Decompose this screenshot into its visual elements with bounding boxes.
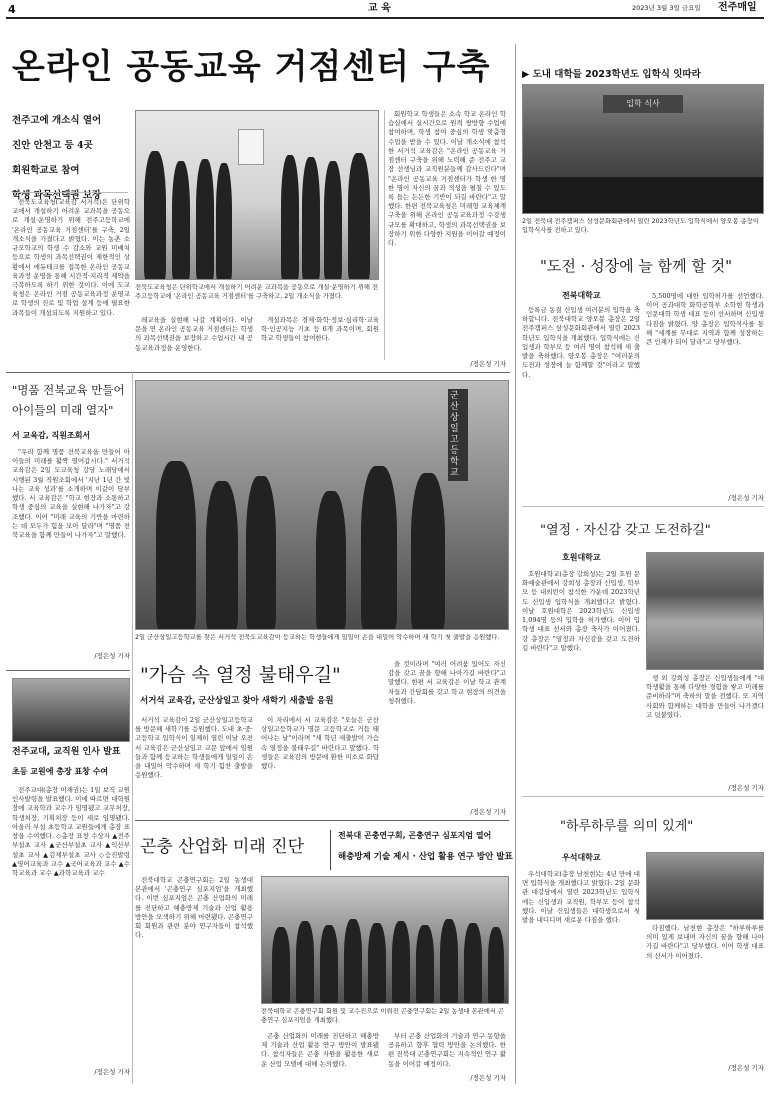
header-rule (6, 17, 764, 19)
story5-body1: 전북대학교 곤충연구회는 2일 농생대 본관에서 '곤충연구 심포지엄'을 개최했다. 이번 심포지엄은 곤충 산업화의 미래를 진단하고 해충방제 기술과 산업 활용 방안을 모색하기 위해 마련됐다. 곤충연구회 회원과 관련 분야 연구자들이 참석했다. (135, 876, 253, 940)
page-number: 4 (8, 3, 16, 16)
story3-photo-caption: 2일 군산상일고등학교를 찾은 서거석 전북도교육감이 등교하는 학생들에게 일일이 손을 내밀어 악수하며 새 학기 첫 출발을 응원했다. (135, 634, 500, 641)
story4-headline: 전주교대, 교직원 인사 발표 (12, 747, 121, 757)
story3-headline: "가슴 속 열정 불태우길" (140, 664, 341, 686)
s3-photo (646, 852, 764, 920)
s3-body: 우석대학교(총장 남천현)는 4년 만에 대면 입학식을 개최했다고 밝혔다. 2일 문화관 대강당에서 열린 2023학년도 입학식에는 신입생과 교직원, 학부모 등이 참석했다. 이날 신입생들은 대학생으로서 첫 발을 내디디며 새로운 다짐을 했다. (522, 870, 640, 925)
story2-subhead: 서 교육감, 직원조회서 (12, 431, 91, 440)
s2-body2: 생 외 강희성 총장은 신입생들에게 "대학생활을 통해 다양한 경험을 쌓고 미래를 준비하라"며 축하의 말을 전했다. 또 지역사회와 함께하는 대학을 만들어 나가겠다고 덧붙였다. (646, 674, 764, 719)
main-byline: /정은성 기자 (470, 360, 506, 368)
story5-body3: 부터 곤충 산업화의 기술과 연구 동향을 공유하고 향후 협력 방안을 논의했다. 한편 전북대 곤충연구회는 지속적인 연구 활동을 이어갈 예정이다. (388, 1032, 506, 1068)
story2-body: "우리 함께 명품 전북교육을 만들어 아이들의 미래를 활짝 열어갑시다." 서거석 교육감은 2일 도교육청 강당 노래당에서 시행된 3월 직원조회에서 '지난 1년 간 빛나는 교육 성과'를 소개하며 이같이 당부했다. 서 교육감은 "학교 현장과 소통하고 학생 중심의 교육을 실현해 나가자"고 강조했다. 이어 "미래 교육의 기반을 마련하는 데 모두가 힘을 모아 달라"며 "명품 전북교육을 함께 만들어 나가자"고 말했다. (12, 448, 130, 539)
subhead-1: 전주고에 개소식 열어 (12, 115, 102, 126)
main-body-col2: 회원학교 학생들은 소속 학교 온라인 학습실에서 실시간으로 원격 쌍방향 수업에 참여하며, 학생 참여 중심의 학생 맞춤형 수업을 받을 수 있다. 이날 개소식에 참석한 서거석 교육감은 "온라인 공동교육 거점센터 구축을 위해 노력해 준 전주고 교장 선생님과 교직원분들께 감사드린다"며 "온라인 공동교육 거점센터가 학생 한 명 한 명이 자신의 꿈과 적성을 펼칠 수 있도록 돕는 든든한 기반이 되길 바란다"고 말했다. 한편 전북교육청은 미래형 교육체계 구축을 위해 온라인 공동교육과정 수강생 규모를 확대하고, 학생의 과목선택권을 보장하기 위한 다양한 지원을 이어갈 예정이다. (388, 110, 506, 248)
story5-title-rule (330, 830, 331, 870)
sidebar-photo-caption: 2일 전북대 전주캠퍼스 삼성문화회관에서 열린 2023학년도 입학식에서 양오봉 총장이 입학식사를 전하고 있다. (522, 218, 759, 234)
story4-byline: /정은성 기자 (94, 1068, 130, 1076)
story5-headline: 곤충 산업화 미래 진단 (140, 837, 305, 857)
story5-subhead: 해충방제 기술 제시 · 산업 활용 연구 방안 발표 (338, 852, 513, 862)
subhead-rule (12, 192, 128, 193)
sidebar-photo (522, 84, 764, 214)
section-name: 교 육 (368, 3, 391, 14)
subhead-3: 회원학교로 참여 (12, 165, 80, 176)
col-rule-1 (384, 110, 385, 360)
s3-school: 우석대학교 (562, 853, 601, 862)
story5-photo-caption: 전북대학교 곤충연구회 회원 및 교수진으로 이뤄진 곤충연구회는 2일 농생대 본관에서 곤충연구 심포지엄을 개최했다. (261, 1008, 505, 1024)
main-photo-caption: 전북도교육청은 단위학교에서 개설하기 어려운 교과목을 공동으로 개설·운영하기 위해 전주고등학교에 '온라인 공동교육 거점센터'를 구축하고, 2일 개소식을 가졌다. (135, 284, 379, 300)
story3-body3: 을 것이라며 "여러 어려움 있어도 자신감을 갖고 꿈을 향해 나아가길 바란다"고 말했다. 한편 서 교육감은 이날 학교 관계자들과 간담회를 갖고 학교 현장의 의견을 청취했다. (388, 660, 506, 705)
story2-byline: /정은성 기자 (94, 652, 130, 660)
story5-top-rule (135, 820, 509, 821)
s2-byline: /정은성 기자 (728, 784, 764, 792)
story3-photo-signage: 군산상일고등학교 (448, 389, 468, 481)
s2-school: 호원대학교 (562, 553, 601, 562)
story2-top-rule (6, 372, 510, 373)
issue-date: 2023년 3월 3일 금요일 (632, 4, 701, 12)
story5-byline: /정은성 기자 (470, 1074, 506, 1082)
main-body-col1: 전북도교육청(교육감 서거석)은 단위학교에서 개설하기 어려운 교과목을 공동으로 개설·운영하기 위해 전주고등학교에 '온라인 공동교육 거점센터'를 구축, 2일 개소식을 가졌다고 밝혔다. 이는 농촌 소규모학교의 학생 수 감소와 교원 미배치 등으로 학생의 과목선택권이 제한적인 상황에서 에듀테크를 접목한 온라인 공동교육과정 운영을 통해 시간적·지리적 제약을 극복하도록 하기 위한 것이다. 이에 도교육청은 온라인 거점 공동교육과정 운영교로 학생의 진로 및 학업 설계 등에 필요한 과목들이 개설되도록 지원하고 있다. (12, 198, 130, 317)
s3-byline: /정은성 기자 (728, 1064, 764, 1072)
s1-body2: 5,500명에 대한 입학허가를 선언했다. 이어 공과대학 화학공학부 소학현 학생과 인문대학 학생 대표 등이 선서하며 신입생 다짐을 밝혔다. 양 총장은 입학식사를 통해 "세계를 무대로 지역과 함께 성장하는 큰 인재가 되어 달라"고 당부했다. (646, 292, 764, 347)
main-photo (135, 110, 379, 280)
story3-byline: /정은성 기자 (470, 808, 506, 816)
s2-body: 호원대학교(총장 강희성)는 2일 호원 문화예술관에서 강희성 총장과 신입생, 학부모 등 내외빈이 참석한 가운데 2023학년도 신입생 입학식을 개최했다고 밝혔다. 이날 호원대학은 2023학년도 신입생 1,094명 등의 입학을 허가했다. 이어 입학생 대표 선서와 총장 축사가 이어졌다. 강 총장은 "열정과 자신감을 갖고 도전하길 바란다"고 말했다. (522, 570, 640, 652)
story4-body: 전주교대(총장 이재권)는 1일 보직 교원 인사발령을 발표했다. 이에 따르면 대학원장에 교육학과 교수가 임명됐고 교무처장, 학생처장, 기획처장 등이 새로 임명됐다. 아울러 부설 초등학교 교원들에게 총장 표창을 수여했다. ◇총장 표창 수상자 ▲전주부설초 교사 ▲군산부설초 교사 ▲익산부설초 교사 ▲김제부설초 교사 ◇승진발령 ▲영어교육과 교수 ▲국어교육과 교수 ▲수학교육과 교수 ▲과학교육과 교수 (12, 786, 130, 877)
paper-name: 전주매일 (718, 2, 757, 13)
s1-byline: /정은성 기자 (728, 494, 764, 502)
story3-body2: 이 자리에서 서 교육감은 "오늘은 군산상일고등학교가 명문 고등학교로 거듭 태어나는 날"이라며 "새 학년 새출발이 가슴 속 열정을 불태우길" 바란다고 말했다. 학생들은 교육감의 방문에 환한 미소로 화답했다. (261, 716, 379, 771)
main-headline: 온라인 공동교육 거점센터 구축 (12, 47, 491, 87)
s3-body2: 다짐했다. 남천현 총장은 "하루하루를 의미 있게 보내며 자신의 꿈을 향해 나아가길 바란다"고 당부했다. 이어 학생 대표의 선서가 이어졌다. (646, 924, 764, 960)
story2-headline: "명품 전북교육 만들어 아이들의 미래 열자" (12, 383, 125, 417)
s2-headline: "열정 · 자신감 갖고 도전하길" (540, 523, 711, 538)
story4-top-rule (6, 670, 130, 671)
story3-photo (135, 380, 509, 630)
story3-body1: 서거석 교육감이 2일 군산상일고등학교를 방문해 새학기를 응원했다. 도내 초·중·고등학교 입학식이 일제히 열린 이날 오전 서 교육감은 군산상일고 교문 앞에서 임원들과 함께 등교하는 학생들에게 일일이 손을 내밀어 악수하며 새 학기 힘찬 출발을 응원했다. (135, 716, 253, 780)
s1-rule (522, 506, 764, 507)
story5-kicker: 전북대 곤충연구회, 곤충연구 심포지엄 열어 (338, 831, 492, 840)
s2-photo (646, 552, 764, 670)
main-subheads (12, 108, 130, 208)
subhead-4: 학생 과목선택권 보장 (12, 190, 102, 201)
story5-body2: 곤충 산업화의 미래를 진단하고 해충방제 기술과 산업 활용 연구 방안이 발표됐다. 참석자들은 곤충 자원을 활용한 새로운 산업 모델에 대해 논의했다. (261, 1032, 379, 1068)
sidebar-photo-banner: 입학 식사 (603, 95, 683, 113)
story5-photo (261, 876, 509, 1004)
story4-photo (12, 678, 130, 742)
s3-headline: "하루하루를 의미 있게" (560, 819, 694, 834)
sidebar-headline: ▶ 도내 대학들 2023학년도 입학식 잇따라 (522, 69, 701, 80)
s1-school: 전북대학교 (562, 291, 601, 300)
subhead-2: 진안 안천고 등 4곳 (12, 140, 93, 151)
main-body-bottom-a: 레교육을 실현해 나갈 계획이다. 이날 문을 연 온라인 공동교육 거점센터는 학생의 과목선택권을 보장하고 수업시간 내 공동교육과정을 운영한다. (135, 316, 253, 352)
main-body-bottom-b: 개설과목은 경제·화학·정보·심리학·교육학·인공지능 기초 등 6개 과목이며, 회원학교 학생들이 참여한다. (261, 316, 379, 343)
story4-subhead: 초등 교원에 총장 표창 수여 (12, 767, 109, 776)
s1-headline: "도전 · 성장에 늘 함께 할 것" (540, 257, 733, 275)
s2-rule (522, 796, 764, 797)
s1-body: 등록금 동결 신입생 여러분의 입학을 축하합니다. 전북대학교 양오봉 총장은 2일 전주캠퍼스 삼성문화회관에서 열린 2023학년도 입학식을 개최했다. 입학식에는 신입생과 학부모 등 여러 명이 참석해 새 출발을 축하했다. 양오봉 총장은 "여러분의 도전과 성장에 늘 함께할 것"이라고 말했다. (522, 306, 640, 379)
main-sidebar-rule (515, 44, 516, 1084)
col-rule-left (132, 372, 133, 1084)
story3-subhead: 서거석 교육감, 군산상일고 찾아 새학기 새출발 응원 (140, 696, 334, 706)
